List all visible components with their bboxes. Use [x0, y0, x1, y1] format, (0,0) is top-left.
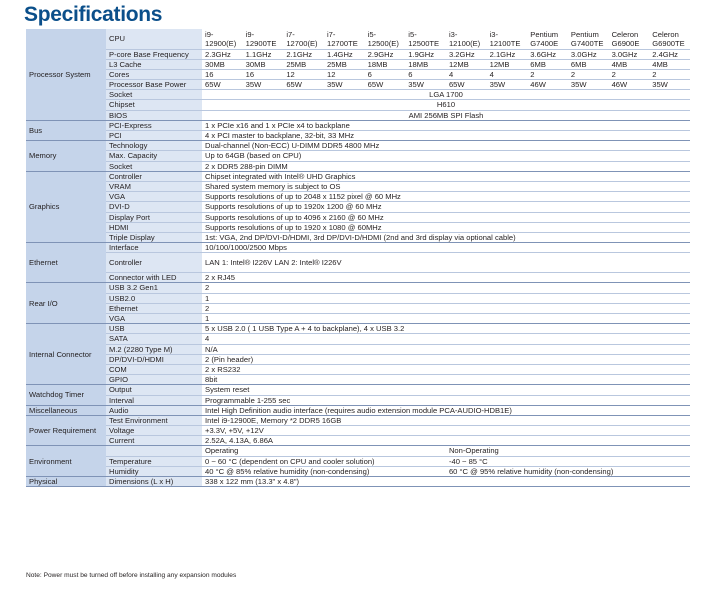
non-operating-header: Non-Operating [446, 446, 690, 456]
spec-label: VRAM [106, 181, 202, 191]
spec-label: USB2.0 [106, 293, 202, 303]
spec-value: 35W [324, 80, 365, 90]
spec-value: LAN 1: Intel® I226V LAN 2: Intel® I226V [202, 253, 690, 273]
spec-row [26, 273, 690, 283]
spec-value: 65W [365, 80, 406, 90]
spec-label: PCI [106, 131, 202, 141]
spec-value: 2 x DDR5 288-pin DIMM [202, 161, 690, 171]
spec-value: 2 [609, 69, 650, 79]
spec-value: 2.9GHz [365, 49, 406, 59]
cpu-model [568, 29, 609, 49]
spec-row [26, 456, 690, 466]
spec-value: 40 °C @ 85% relative humidity (non-condensing) [202, 466, 446, 476]
spec-value: 46W [609, 80, 650, 90]
spec-row [26, 477, 690, 487]
spec-value: Supports resolutions of up to 1920 x 1080 @ 60MHz [202, 222, 690, 232]
spec-label: Controller [106, 171, 202, 181]
spec-label: PCI-Express [106, 120, 202, 130]
operating-header: Operating [202, 446, 446, 456]
cpu-number: 12900TE [245, 38, 277, 48]
spec-label: Max. Capacity [106, 151, 202, 161]
cpu-family: Celeron [611, 29, 639, 39]
spec-row [26, 59, 690, 69]
spec-value: Supports resolutions of up to 2048 x 1152 pixel @ 60 MHz [202, 192, 690, 202]
spec-row [26, 314, 690, 324]
spec-row [26, 385, 690, 395]
spec-row [26, 334, 690, 344]
category-label: Environment [26, 446, 106, 477]
cpu-model [365, 29, 406, 49]
spec-value: 4 x PCI master to backplane, 32-bit, 33 MHz [202, 131, 690, 141]
spec-row [26, 131, 690, 141]
spec-value: 16 [202, 69, 243, 79]
spec-row [26, 466, 690, 476]
spec-value: 35W [568, 80, 609, 90]
cpu-number: G7400TE [570, 38, 604, 48]
category-label: Rear I/O [26, 283, 106, 324]
cpu-family: i3- [489, 29, 499, 39]
spec-value: 65W [283, 80, 324, 90]
spec-value: -40 ~ 85 °C [446, 456, 690, 466]
spec-value: 4 [487, 69, 528, 79]
spec-row [26, 415, 690, 425]
cpu-family: i5- [367, 29, 377, 39]
spec-value: 3.6GHz [527, 49, 568, 59]
spec-label: Connector with LED [106, 273, 202, 283]
category-label: Internal Connector [26, 324, 106, 385]
spec-value: Supports resolutions of up to 4096 x 2160 @ 60 MHz [202, 212, 690, 222]
spec-value: 1 [202, 314, 690, 324]
spec-value: 4 [446, 69, 487, 79]
cpu-model [202, 29, 243, 49]
spec-value: 12 [324, 69, 365, 79]
spec-label: HDMI [106, 222, 202, 232]
spec-label: VGA [106, 314, 202, 324]
spec-value: 4MB [649, 59, 690, 69]
spec-value: 65W [446, 80, 487, 90]
spec-label: USB [106, 324, 202, 334]
cpu-family: i7- [286, 29, 295, 39]
spec-row [26, 181, 690, 191]
category-label: Ethernet [26, 243, 106, 283]
spec-label: Ethernet [106, 303, 202, 313]
spec-label: DP/DVI-D/HDMI [106, 354, 202, 364]
spec-value: 0 ~ 60 °C (dependent on CPU and cooler solution) [202, 456, 446, 466]
spec-value: 1.4GHz [324, 49, 365, 59]
spec-value: 65W [202, 80, 243, 90]
spec-value: 35W [405, 80, 446, 90]
cpu-model [609, 29, 650, 49]
spec-value: 6 [365, 69, 406, 79]
spec-value: 338 x 122 mm (13.3" x 4.8") [202, 477, 690, 487]
category-label: Miscellaneous [26, 405, 106, 415]
cpu-model [324, 29, 365, 49]
spec-value: 10/100/1000/2500 Mbps [202, 243, 690, 253]
spec-value: 18MB [405, 59, 446, 69]
spec-label: SATA [106, 334, 202, 344]
spec-row [26, 283, 690, 293]
spec-label: GPIO [106, 375, 202, 385]
spec-label: Chipset [106, 100, 202, 110]
spec-value: Dual-channel (Non-ECC) U-DIMM DDR5 4800 MHz [202, 141, 690, 151]
spec-row [26, 426, 690, 436]
cpu-family: i5- [408, 29, 417, 39]
spec-label [106, 446, 202, 456]
spec-row [26, 29, 690, 49]
spec-value: 18MB [365, 59, 406, 69]
spec-value: 6 [405, 69, 446, 79]
spec-row [26, 202, 690, 212]
spec-value: 1.9GHz [405, 49, 446, 59]
spec-label: M.2 (2280 Type M) [106, 344, 202, 354]
spec-label: USB 3.2 Gen1 [106, 283, 202, 293]
spec-value: 35W [649, 80, 690, 90]
spec-row [26, 212, 690, 222]
spec-value: 2 (Pin header) [202, 354, 690, 364]
spec-row [26, 293, 690, 303]
spec-value: 2.52A, 4.13A, 6.86A [202, 436, 690, 446]
spec-value: H610 [202, 100, 690, 110]
spec-value: 2 [527, 69, 568, 79]
spec-row [26, 253, 690, 273]
spec-row [26, 324, 690, 334]
spec-table [26, 29, 690, 487]
spec-value: LGA 1700 [202, 90, 690, 100]
spec-label: COM [106, 364, 202, 374]
spec-row [26, 141, 690, 151]
spec-label: Temperature [106, 456, 202, 466]
spec-row [26, 364, 690, 374]
category-label: Power Requirement [26, 415, 106, 446]
cpu-number: G6900E [611, 38, 640, 48]
spec-value: 6MB [527, 59, 568, 69]
spec-value: 2.3GHz [202, 49, 243, 59]
spec-row [26, 80, 690, 90]
spec-row [26, 69, 690, 79]
spec-label: L3 Cache [106, 59, 202, 69]
spec-label: Display Port [106, 212, 202, 222]
spec-value: 25MB [324, 59, 365, 69]
category-label: Watchdog Timer [26, 385, 106, 405]
spec-value: 2 x RJ45 [202, 273, 690, 283]
cpu-model [283, 29, 324, 49]
spec-value: 1.1GHz [243, 49, 284, 59]
spec-value: 6MB [568, 59, 609, 69]
spec-value: 3.0GHz [568, 49, 609, 59]
spec-value: +3.3V, +5V, +12V [202, 426, 690, 436]
spec-value: Up to 64GB (based on CPU) [202, 151, 690, 161]
spec-value: 2 [202, 303, 690, 313]
cpu-model [487, 29, 528, 49]
spec-value: Programmable 1-255 sec [202, 395, 690, 405]
spec-label: Test Environment [106, 415, 202, 425]
spec-row [26, 90, 690, 100]
spec-value: 35W [487, 80, 528, 90]
spec-value: 12 [283, 69, 324, 79]
cpu-number: 12700TE [326, 38, 358, 48]
spec-value: 30MB [202, 59, 243, 69]
category-label: Physical [26, 477, 106, 487]
spec-label: VGA [106, 192, 202, 202]
spec-row [26, 405, 690, 415]
spec-label: Output [106, 385, 202, 395]
cpu-family: Celeron [652, 29, 679, 39]
spec-label: Socket [106, 90, 202, 100]
spec-value: 30MB [243, 59, 284, 69]
spec-value: 4 [202, 334, 690, 344]
spec-row [26, 232, 690, 242]
spec-label: Cores [106, 69, 202, 79]
spec-value: 2.1GHz [487, 49, 528, 59]
cpu-number: 12100(E) [448, 38, 481, 48]
spec-value: 12MB [487, 59, 528, 69]
category-label: Graphics [26, 171, 106, 242]
spec-value: 8bit [202, 375, 690, 385]
spec-value: 1 x PCIe x16 and 1 x PCIe x4 to backplane [202, 120, 690, 130]
spec-label: Technology [106, 141, 202, 151]
spec-value: 2 x RS232 [202, 364, 690, 374]
spec-row [26, 222, 690, 232]
spec-row [26, 120, 690, 130]
spec-row [26, 100, 690, 110]
cpu-model [649, 29, 690, 49]
spec-label: Current [106, 436, 202, 446]
spec-value: 1st: VGA, 2nd DP/DVI-D/HDMI, 3rd DP/DVI-D/HDMI (2nd and 3rd display via optional cable) [202, 232, 690, 242]
spec-row [26, 446, 690, 456]
cpu-model [446, 29, 487, 49]
spec-value: 2 [202, 283, 690, 293]
spec-value: 2 [649, 69, 690, 79]
spec-value: Supports resolutions of up to 1920x 1200 @ 60 MHz [202, 202, 690, 212]
spec-label: Voltage [106, 426, 202, 436]
spec-value: 3.0GHz [609, 49, 650, 59]
cpu-family: Pentium [530, 29, 559, 39]
spec-value: System reset [202, 385, 690, 395]
spec-label: Processor Base Power [106, 80, 202, 90]
spec-value: 12MB [446, 59, 487, 69]
spec-value: 5 x USB 2.0 ( 1 USB Type A + 4 to backplane), 4 x USB 3.2 [202, 324, 690, 334]
cpu-family: i9- [245, 29, 255, 39]
cpu-model [527, 29, 568, 49]
cpu-number: 12700(E) [286, 38, 318, 48]
spec-label: Dimensions (L x H) [106, 477, 202, 487]
spec-value: 1 [202, 293, 690, 303]
spec-value: N/A [202, 344, 690, 354]
spec-row [26, 151, 690, 161]
spec-value: Chipset integrated with Intel® UHD Graphics [202, 171, 690, 181]
spec-value: AMI 256MB SPI Flash [202, 110, 690, 120]
spec-value: 60 °C @ 95% relative humidity (non-condensing) [446, 466, 690, 476]
cpu-number: 12500(E) [367, 38, 399, 48]
cpu-number: G6900TE [652, 38, 685, 48]
spec-row [26, 161, 690, 171]
spec-value: 4MB [609, 59, 650, 69]
spec-row [26, 243, 690, 253]
spec-value: 2.1GHz [283, 49, 324, 59]
cpu-family: i3- [448, 29, 458, 39]
spec-row [26, 303, 690, 313]
spec-value: 25MB [283, 59, 324, 69]
spec-label: CPU [106, 29, 202, 49]
cpu-model [243, 29, 284, 49]
spec-label: P-core Base Frequency [106, 49, 202, 59]
spec-row [26, 171, 690, 181]
cpu-number: G7400E [530, 38, 559, 48]
spec-row [26, 49, 690, 59]
spec-value: 46W [527, 80, 568, 90]
spec-label: Audio [106, 405, 202, 415]
page-title: Specifications [24, 3, 163, 26]
spec-label: Triple Display [106, 232, 202, 242]
spec-value: Intel i9-12900E, Memory *2 DDR5 16GB [202, 415, 690, 425]
spec-label: Humidity [106, 466, 202, 476]
spec-label: DVI-D [106, 202, 202, 212]
spec-row [26, 436, 690, 446]
spec-value: 16 [243, 69, 284, 79]
spec-value: 2 [568, 69, 609, 79]
cpu-family: Pentium [570, 29, 599, 39]
spec-label: Interface [106, 243, 202, 253]
cpu-number: 12100TE [489, 38, 521, 48]
spec-row [26, 395, 690, 405]
spec-value: Shared system memory is subject to OS [202, 181, 690, 191]
spec-label: Controller [106, 253, 202, 273]
spec-row [26, 192, 690, 202]
spec-row [26, 375, 690, 385]
category-label: Memory [26, 141, 106, 172]
cpu-number: 12500TE [408, 38, 440, 48]
cpu-family: i7- [326, 29, 336, 39]
spec-value: Intel High Definition audio interface (requires audio extension module PCA-AUDIO-HDB1E) [202, 405, 690, 415]
spec-value: 35W [243, 80, 284, 90]
footnote: Note: Power must be turned off before installing any expansion modules [26, 572, 237, 579]
spec-value: 2.4GHz [649, 49, 690, 59]
cpu-family: i9- [205, 29, 214, 39]
cpu-number: 12900(E) [205, 38, 237, 48]
spec-row [26, 354, 690, 364]
spec-label: Socket [106, 161, 202, 171]
spec-row [26, 110, 690, 120]
spec-row [26, 344, 690, 354]
spec-label: BIOS [106, 110, 202, 120]
spec-label: Interval [106, 395, 202, 405]
category-label: Bus [26, 120, 106, 140]
category-label: Processor System [26, 29, 106, 120]
cpu-model [405, 29, 446, 49]
spec-value: 3.2GHz [446, 49, 487, 59]
